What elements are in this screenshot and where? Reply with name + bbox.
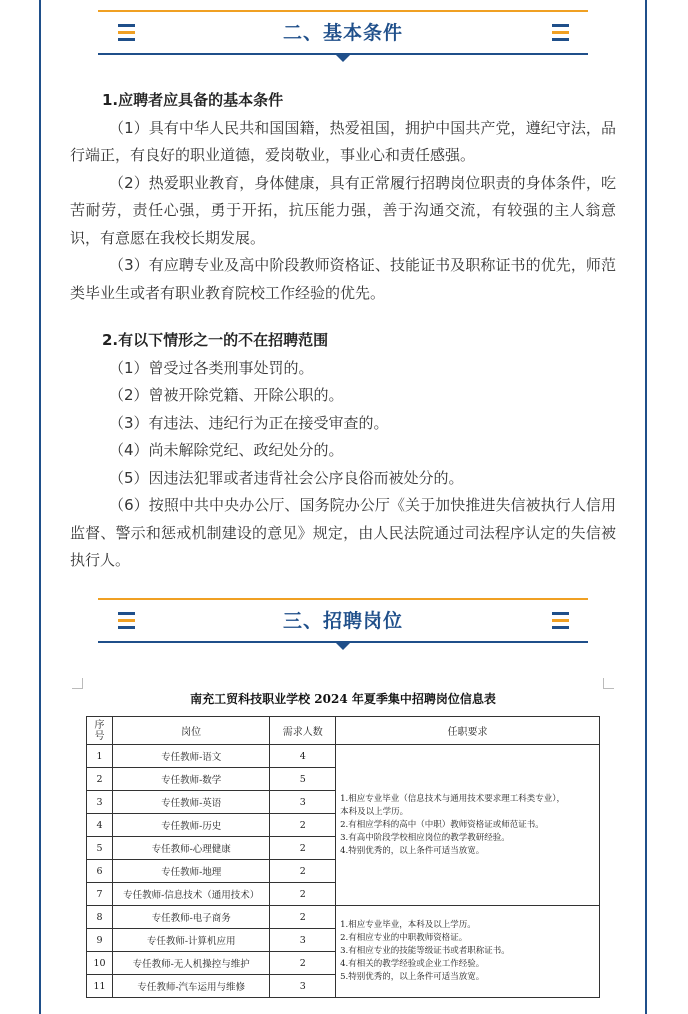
cell-post: 专任教师-汽车运用与维修 bbox=[112, 975, 269, 998]
paragraph: （1）具有中华人民共和国国籍，热爱祖国，拥护中国共产党，遵纪守法，品行端正，有良好的职业道德，爱岗敬业，事业心和责任感强。 bbox=[70, 118, 616, 164]
cell-count: 2 bbox=[270, 860, 336, 883]
paragraph: （5）因违法犯罪或者违背社会公序良俗而被处分的。 bbox=[109, 468, 464, 487]
requirement-line: 1.相应专业毕业（信息技术与通用技术要求理工科类专业）， bbox=[340, 793, 565, 804]
requirement-line: 4.有相关的教学经验或企业工作经验。 bbox=[340, 959, 485, 969]
requirement-line: 2.有相应学科的高中（中职）教师资格证或师范证书。 bbox=[340, 819, 544, 830]
table-row bbox=[87, 745, 600, 768]
header-top-line bbox=[98, 10, 588, 12]
cell-post: 专任教师-信息技术（通用技术） bbox=[112, 883, 269, 906]
cell-post: 专任教师-数学 bbox=[112, 768, 269, 791]
requirement-line: 本科及以上学历。 bbox=[340, 806, 409, 817]
cell-no: 11 bbox=[87, 975, 113, 998]
cell-post: 专任教师-英语 bbox=[112, 791, 269, 814]
header-pointer-icon bbox=[336, 643, 350, 650]
cell-no: 10 bbox=[87, 952, 113, 975]
basic-conditions-text bbox=[70, 87, 616, 307]
crop-mark bbox=[72, 678, 83, 689]
table-header-row bbox=[87, 717, 600, 745]
cell-post: 专任教师-历史 bbox=[112, 814, 269, 837]
cell-no: 1 bbox=[87, 745, 113, 768]
cell-count: 4 bbox=[270, 745, 336, 768]
header-pointer-icon bbox=[336, 55, 350, 62]
cell-no: 4 bbox=[87, 814, 113, 837]
cell-post: 专任教师-地理 bbox=[112, 860, 269, 883]
paragraph: （3）有应聘专业及高中阶段教师资格证、技能证书及职称证书的优先，师范类毕业生或者有职业教育院校工作经验的优先。 bbox=[70, 256, 616, 302]
section-title: 二、基本条件 bbox=[282, 22, 403, 44]
section-header-positions bbox=[98, 598, 588, 648]
positions-table bbox=[86, 716, 600, 998]
header-post: 岗位 bbox=[112, 717, 269, 745]
cell-post: 专任教师-无人机操控与维护 bbox=[112, 952, 269, 975]
cell-post: 专任教师-语文 bbox=[112, 745, 269, 768]
section-title: 三、招聘岗位 bbox=[282, 610, 403, 632]
paragraph: （4）尚未解除党纪、政纪处分的。 bbox=[109, 441, 344, 459]
cell-no: 6 bbox=[87, 860, 113, 883]
section-header-basic-conditions bbox=[98, 10, 588, 60]
paragraph: （1）曾受过各类刑事处罚的。 bbox=[109, 358, 314, 377]
cell-requirements-group2 bbox=[336, 906, 600, 998]
paragraph: （3）有违法、违纪行为正在接受审查的。 bbox=[109, 413, 389, 432]
header-count: 需求人数 bbox=[270, 717, 336, 745]
requirement-line: 5.特别优秀的，以上条件可适当放宽。 bbox=[340, 972, 485, 982]
cell-no: 5 bbox=[87, 837, 113, 860]
paragraph: （2）热爱职业教育，身体健康，具有正常履行招聘岗位职责的身体条件，吃苦耐劳，责任心强，勇于开拓，抗压能力强，善于沟通交流，有较强的主人翁意识，有意愿在我校长期发展。 bbox=[70, 173, 616, 247]
cell-no: 8 bbox=[87, 906, 113, 929]
cell-count: 3 bbox=[270, 791, 336, 814]
table-row bbox=[87, 906, 600, 929]
cell-count: 2 bbox=[270, 814, 336, 837]
cell-count: 2 bbox=[270, 837, 336, 860]
requirement-line: 2.有相应专业的中职教师资格证。 bbox=[340, 933, 468, 943]
requirement-line: 4.特别优秀的，以上条件可适当放宽。 bbox=[340, 845, 485, 856]
cell-count: 2 bbox=[270, 952, 336, 975]
cell-count: 2 bbox=[270, 883, 336, 906]
header-no: 序号 bbox=[87, 717, 113, 745]
cell-no: 7 bbox=[87, 883, 113, 906]
subheading: 2.有以下情形之一的不在招聘范围 bbox=[102, 331, 329, 349]
cell-count: 3 bbox=[270, 929, 336, 952]
exclusion-conditions-text bbox=[70, 327, 616, 575]
cell-no: 9 bbox=[87, 929, 113, 952]
cell-post: 专任教师-心理健康 bbox=[112, 837, 269, 860]
cell-post: 专任教师-电子商务 bbox=[112, 906, 269, 929]
header-req: 任职要求 bbox=[336, 717, 600, 745]
crop-mark bbox=[603, 678, 614, 689]
cell-no: 2 bbox=[87, 768, 113, 791]
positions-table-image bbox=[86, 680, 600, 992]
cell-post: 专任教师-计算机应用 bbox=[112, 929, 269, 952]
subheading: 1.应聘者应具备的基本条件 bbox=[102, 91, 284, 109]
cell-requirements-group1 bbox=[336, 745, 600, 906]
paragraph: （6）按照中共中央办公厅、国务院办公厅《关于加快推进失信被执行人信用监督、警示和惩戒机制建设的意见》规定，由人民法院通过司法程序认定的失信被执行人。 bbox=[70, 496, 616, 569]
requirement-line: 3.有高中阶段学校相应岗位的教学教研经验。 bbox=[340, 832, 510, 843]
cell-count: 3 bbox=[270, 975, 336, 998]
header-bars-right-icon bbox=[552, 612, 569, 633]
cell-count: 5 bbox=[270, 768, 336, 791]
header-top-line bbox=[98, 598, 588, 600]
table-title: 南充工贸科技职业学校 2024 年夏季集中招聘岗位信息表 bbox=[190, 692, 496, 706]
left-border-line bbox=[39, 0, 41, 1014]
right-border-line bbox=[645, 0, 647, 1014]
requirement-line: 1.相应专业毕业，本科及以上学历。 bbox=[340, 920, 476, 930]
paragraph: （2）曾被开除党籍、开除公职的。 bbox=[109, 386, 344, 404]
requirement-line: 3.有相应专业的技能等级证书或者职称证书。 bbox=[340, 946, 510, 956]
cell-count: 2 bbox=[270, 906, 336, 929]
cell-no: 3 bbox=[87, 791, 113, 814]
header-bars-right-icon bbox=[552, 24, 569, 45]
